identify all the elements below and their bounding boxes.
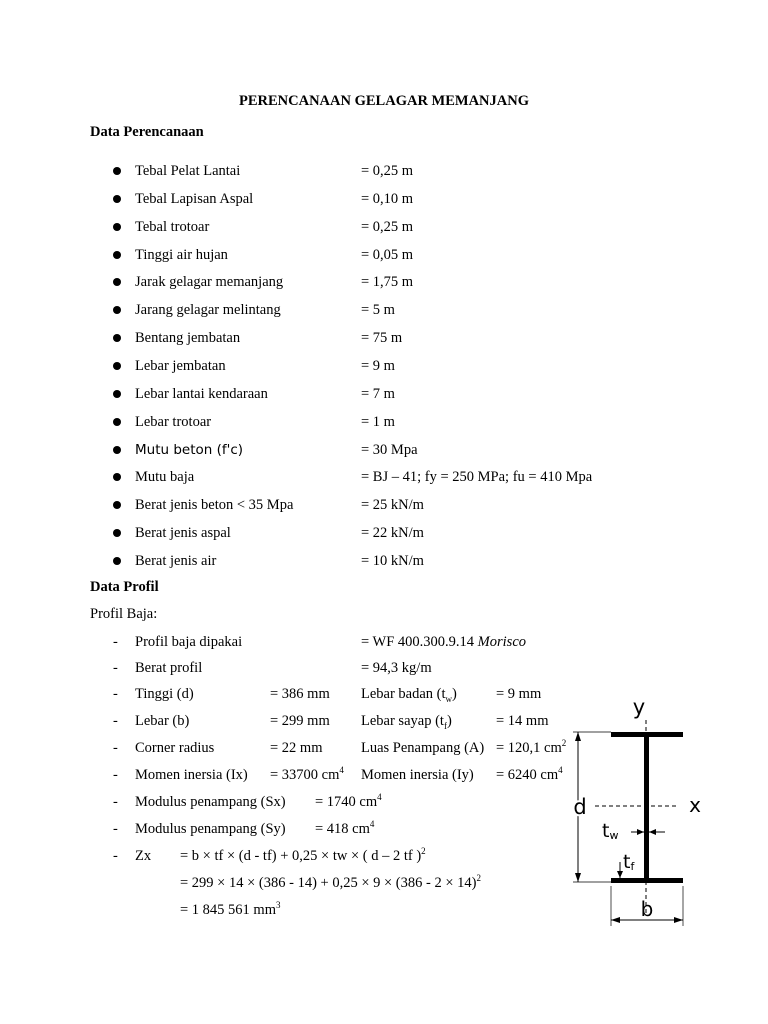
bullet-icon [113,362,121,370]
item-value: = 0,10 m [361,190,414,207]
lebar-badan-value: = 9 mm [496,686,542,702]
d-arrow-up-icon [575,732,581,741]
web [644,737,649,878]
item-label: Tebal trotoar [135,218,210,235]
bullet-icon [113,390,121,398]
tw-arrow-right-icon [649,829,656,835]
item-label: Berat jenis aspal [135,525,231,542]
bullet-icon [113,529,121,537]
momen-inersia-ix-label: Momen inersia (Ix) [135,767,248,783]
item-value: = 22 kN/m [361,525,424,542]
item-value: = 0,05 m [361,246,414,263]
modulus-sy-value: = 418 $cm^4$ [315,819,375,837]
item-label: Jarang gelagar melintang [135,302,281,319]
section-heading-data-profil: Data Profil [90,579,159,595]
dash-marker: - [113,713,118,729]
item-label: Lebar jembatan [135,357,226,374]
lebar-value: = 299 mm [270,713,330,729]
item-value: = 30 Mpa [361,441,418,458]
tf-arrow-icon [617,871,623,878]
item-label: Lebar lantai kendaraan [135,385,268,402]
corner-radius-label: Corner radius [135,740,215,756]
zx-result: = 1 845 561 $mm^3$ [180,900,281,918]
item-label: Jarak gelagar memanjang [135,274,284,291]
wf-section-diagram [565,690,715,930]
momen-inersia-iy-label: Momen inersia (Iy) [361,767,474,783]
b-arrow-left-icon [611,917,620,923]
item-value: = 9 m [361,357,395,374]
tw-arrow-icon [637,829,644,835]
item-value: = 25 kN/m [361,497,424,514]
b-arrow-right-icon [674,917,683,923]
section-heading-data-perencanaan: Data Perencanaan [90,124,204,140]
item-label: Berat jenis beton < 35 Mpa [135,497,294,514]
d-arrow-down-icon [575,873,581,882]
tinggi-value: = 386 mm [270,686,330,702]
bullet-icon [113,195,121,203]
item-value: = 0,25 m [361,218,414,235]
item-label: Tinggi air hujan [135,246,228,263]
x-axis-label: x [689,793,701,817]
item-label: Tebal Pelat Lantai [135,163,241,179]
bullet-icon [113,306,121,314]
bullet-icon [113,557,121,565]
item-label: Berat jenis air [135,552,217,569]
bullet-icon [113,501,121,509]
item-value: = 75 m [361,330,403,347]
item-label: Mutu beton (f'c) [135,441,244,458]
y-axis-label: y [632,695,646,719]
lebar-sayap-label: Lebar sayap $(t_f)$ [361,713,452,731]
b-label: b [640,897,654,921]
dash-marker: - [113,848,118,864]
dash-marker: - [113,686,118,702]
lebar-label: Lebar (b) [135,713,190,729]
bullet-icon [113,251,121,259]
modulus-sx-label: Modulus penampang (Sx) [135,794,286,810]
luas-penampang-value: = 120,1 $cm^2$ [496,738,567,756]
item-value: = 1,75 m [361,274,414,291]
item-label: Lebar trotoar [135,413,212,430]
item-value: = BJ – 41; fy = 250 MPa; fu = 410 Mpa [361,469,593,486]
item-value: = 1 m [361,413,395,430]
dash-marker: - [113,767,118,783]
dash-marker: - [113,740,118,756]
dash-marker: - [113,634,118,650]
berat-profil-value: = 94,3 kg/m [361,660,432,676]
bullet-icon [113,473,121,481]
item-label: Tebal Lapisan Aspal [135,190,254,207]
lebar-sayap-value: = 14 mm [496,713,549,729]
tw-label: tw [602,820,619,842]
profil-dipakai-label: Profil baja dipakai [135,634,243,650]
modulus-sx-value: = 1740 $cm^4$ [315,792,382,810]
profil-dipakai-value: = WF 400.300.9.14 Morisco [361,634,527,650]
bullet-icon [113,446,121,454]
bullet-icon [113,334,121,342]
momen-inersia-iy-value: = 6240 $cm^4$ [496,765,563,783]
dash-marker: - [113,821,118,837]
brand-name: Morisco [477,634,527,650]
item-label: Mutu baja [135,469,195,486]
bullet-icon [113,278,121,286]
tinggi-label: Tinggi (d) [135,686,194,702]
zx-label: Zx [135,848,152,864]
tf-label: tf [623,851,635,873]
item-value: = 10 kN/m [361,552,424,569]
bullet-icon [113,167,121,175]
zx-formula: = b × tf × (d - tf) + 0,25 × tw × ( d – 2 tf )$^2$ [180,846,426,864]
momen-inersia-ix-value: = 33700 $cm^4$ [270,765,344,783]
berat-profil-label: Berat profil [135,660,203,676]
dash-marker: - [113,794,118,810]
zx-substitution: = $299 \times 14 \times (386 - 14) + 0,25 \times 9 \times (386 - 2 \times 14)^2$ [180,873,481,891]
bottom-flange [611,878,683,883]
luas-penampang-label: Luas Penampang (A) [361,740,485,756]
corner-radius-value: = 22 mm [270,740,323,756]
page-title: PERENCANAAN GELAGAR MEMANJANG [239,93,529,109]
profil-baja-label: Profil Baja: [90,606,158,622]
item-value: = 7 m [361,385,395,402]
bullet-icon [113,418,121,426]
dash-marker: - [113,660,118,676]
modulus-sy-label: Modulus penampang (Sy) [135,821,286,837]
d-label: d [573,795,587,819]
top-flange [611,732,683,737]
item-value: = 0,25 m [361,163,414,179]
item-label: Bentang jembatan [135,330,241,347]
lebar-badan-label: Lebar badan $(t_w)$ [361,686,457,704]
item-value: = 5 m [361,302,395,319]
bullet-icon [113,223,121,231]
